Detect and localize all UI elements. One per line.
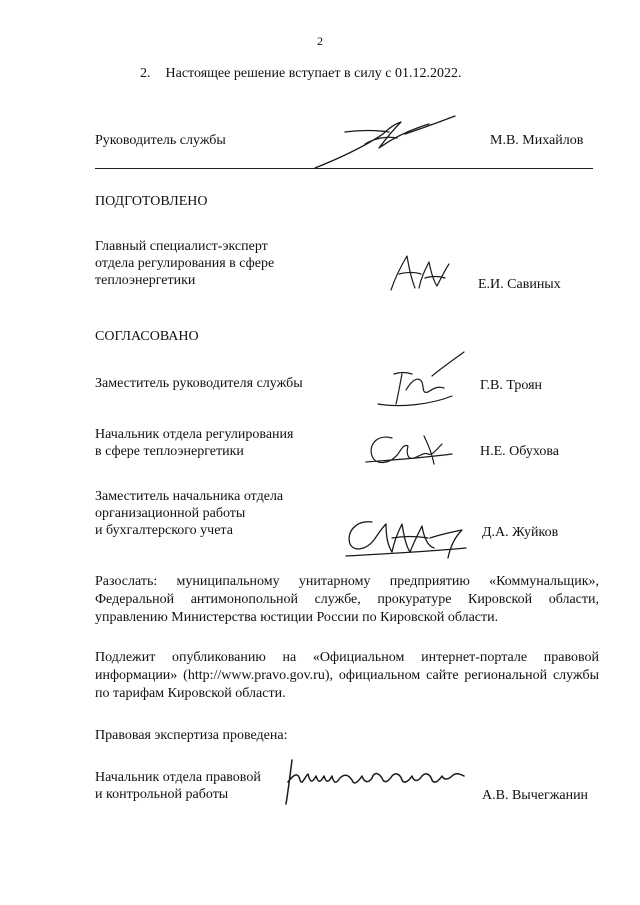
prepared-position-line: отдела регулирования в сфере [95, 255, 275, 271]
agreed-signer-signature [372, 346, 472, 412]
signature-divider [95, 168, 593, 169]
agreed-position-line: Начальник отдела регулирования [95, 427, 294, 442]
clause-text: Настоящее решение вступает в силу с 01.12.2022. [165, 66, 462, 81]
head-position: Руководитель службы [95, 133, 226, 148]
agreed-signer-position [95, 376, 355, 393]
legal-review-text: Правовая экспертиза проведена: [95, 728, 288, 743]
clause-number: 2. [140, 66, 151, 81]
prepared-name: Е.И. Савиных [478, 277, 561, 292]
agreed-signer-name: Д.А. Жуйков [482, 525, 559, 540]
agreed-signer-signature [342, 508, 472, 562]
legal-review-name: А.В. Вычегжанин [482, 788, 589, 803]
publication-note: Подлежит опубликованию на «Официальном интернет-портале правовой информации» (http://www.pravo.gov.ru), официальном сайте региональной службы по тарифам Кировской области. [95, 650, 599, 702]
agreed-signer-position [95, 427, 325, 461]
agreed-position-line: Заместитель начальника отдела [95, 489, 284, 504]
distribution-list: Разослать: муниципальному унитарному предприятию «Коммунальщик», Федеральной антимонопольной службе, прокуратуре Кировской области, управлению Министерства юстиции России по Кировской области. [95, 574, 599, 626]
agreed-position-line: и бухгалтерского учета [95, 522, 233, 538]
head-signature [305, 110, 465, 174]
legal-review-position-line: Начальник отдела правовой [95, 770, 261, 785]
page-number: 2 [317, 34, 323, 48]
legal-review-signature [282, 752, 472, 808]
agreed-signer-name: Н.Е. Обухова [480, 444, 559, 459]
decision-clause [140, 66, 462, 83]
agreed-signer-position [95, 489, 325, 539]
agreed-position-line: в сфере теплоэнергетики [95, 443, 244, 459]
agreed-heading: СОГЛАСОВАНО [95, 329, 199, 344]
head-name: М.В. Михайлов [490, 133, 584, 148]
agreed-position-line: организационной работы [95, 505, 246, 521]
prepared-position-line: теплоэнергетики [95, 272, 196, 288]
agreed-signer-signature [362, 424, 458, 470]
agreed-position-line: Заместитель руководителя службы [95, 376, 303, 391]
prepared-heading: ПОДГОТОВЛЕНО [95, 194, 208, 209]
prepared-position-line: Главный специалист-эксперт [95, 239, 268, 254]
agreed-signer-name: Г.В. Троян [480, 378, 543, 393]
prepared-signature [385, 248, 455, 296]
prepared-position [95, 239, 325, 289]
legal-review-position-line: и контрольной работы [95, 786, 229, 802]
